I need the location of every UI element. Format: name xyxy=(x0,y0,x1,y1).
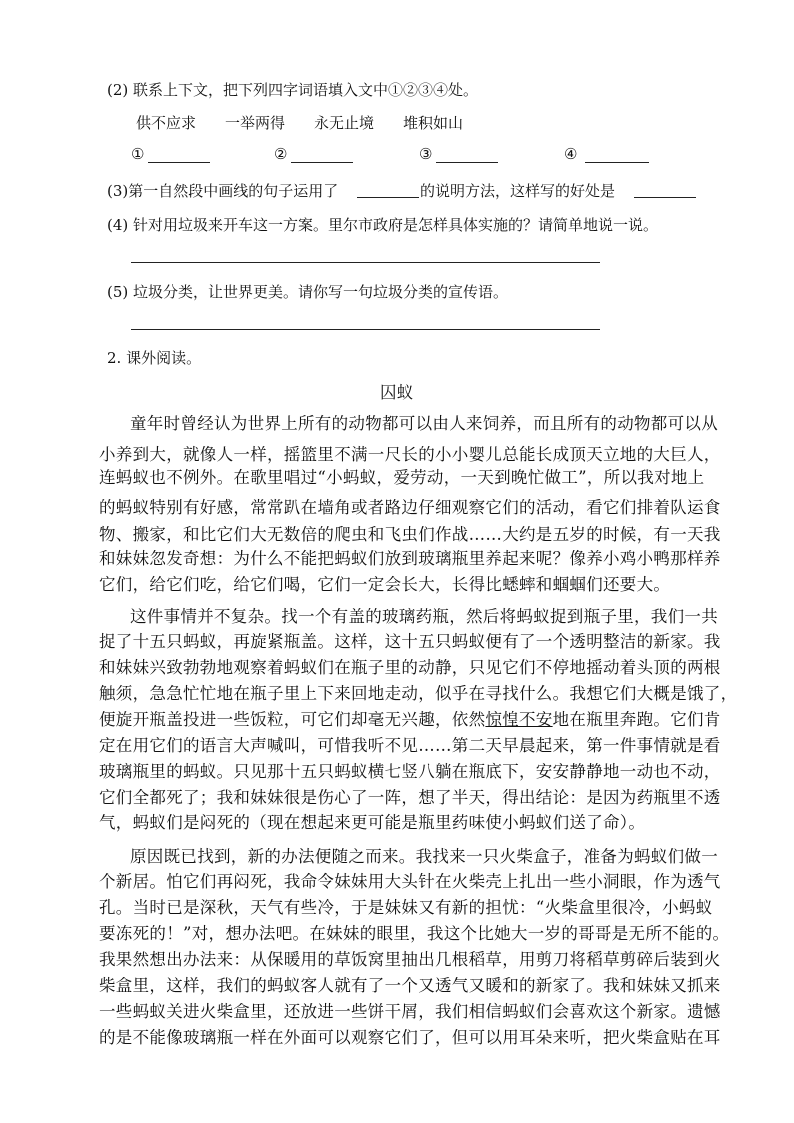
word-1: 供不应求 xyxy=(136,114,197,132)
section-2-heading: 2. 课外阅读。 xyxy=(107,349,202,367)
question-4-answer-line[interactable] xyxy=(131,262,600,263)
article-line: 要冻死的！”对，想办法吧。在妹妹的眼里，我这个比她大一岁的哥哥是无所不能的。 xyxy=(99,924,730,943)
article-line: 的蚂蚁特别有好感，常常趴在墙角或者路边仔细观察它们的活动，看它们排着队运食 xyxy=(99,498,721,517)
slot-3-blank[interactable] xyxy=(436,162,498,163)
question-3-blank-2[interactable] xyxy=(634,197,696,198)
question-3-text-b: 的说明方法，这样写的好处是 xyxy=(420,182,616,200)
question-4-label: (4) 针对用垃圾来开车这一方案。里尔市政府是怎样具体实施的？请简单地说一说。 xyxy=(107,216,659,234)
question-3-blank-1[interactable] xyxy=(357,197,419,198)
article-line: 小养到大，就像人一样，摇篮里不满一尺长的小小婴儿总能长成顶天立地的大巨人， xyxy=(99,445,721,464)
article-line: 连蚂蚁也不例外。在歌里唱过“小蚂蚁，爱劳动，一天到晚忙做工”，所以我对地上 xyxy=(99,468,705,487)
word-4: 堆积如山 xyxy=(403,114,464,132)
question-2-label: (2) 联系上下文，把下列四字词语填入文中①②③④处。 xyxy=(107,81,479,99)
article-line: 物、搬家，和比它们大无数倍的爬虫和飞虫们作战……大约是五岁的时候，有一天我 xyxy=(99,525,721,544)
word-2: 一举两得 xyxy=(225,114,286,132)
slot-4-blank[interactable] xyxy=(585,162,649,163)
article-line: 原因既已找到，新的办法便随之而来。我找来一只火柴盒子，准备为蚂蚁们做一 xyxy=(130,847,718,866)
article-line: 这件事情并不复杂。找一个有盖的玻璃药瓶，然后将蚂蚁捉到瓶子里，我们一共 xyxy=(130,607,718,626)
underlined-word: 惊惶不安 xyxy=(485,710,553,729)
article-line-with-underline xyxy=(99,706,721,730)
article-line: 一些蚂蚁关进火柴盒里，还放进一些饼干屑，我们相信蚂蚁们会喜欢这个新家。遗憾 xyxy=(99,1002,721,1021)
article-line: 柴盒里，这样，我们的蚂蚁客人就有了一个又透气又暖和的新家了。我和妹妹又抓来 xyxy=(99,976,721,995)
article-line-part: 便旋开瓶盖投进一些饭粒，可它们却毫无兴趣，依然 xyxy=(99,710,486,729)
article-line: 孔。当时已是深秋，天气有些冷，于是妹妹又有新的担忧：“火柴盒里很冷，小蚂蚁 xyxy=(99,898,713,917)
article-line: 童年时曾经认为世界上所有的动物都可以由人来饲养，而且所有的动物都可以从 xyxy=(130,414,718,433)
article-line: 我果然想出办法来：从保暖用的草饭窝里抽出几根稻草，用剪刀将稻草剪碎后装到火 xyxy=(99,950,721,969)
question-5-answer-line[interactable] xyxy=(131,329,600,330)
article-line: 触须，急急忙忙地在瓶子里上下来回地走动，似乎在寻找什么。我想它们大概是饿了， xyxy=(99,684,738,703)
article-line: 它们全都死了；我和妹妹很是伤心了一阵，想了半天，得出结论：是因为药瓶里不透 xyxy=(99,788,721,807)
article-line: 定在用它们的语言大声喊叫，可惜我听不见……第二天早晨起来，第一件事情就是看 xyxy=(99,736,721,755)
article-line: 玻璃瓶里的蚂蚁。只见那十五只蚂蚁横七竖八躺在瓶底下，安安静静地一动也不动， xyxy=(99,762,721,781)
slot-2-blank[interactable] xyxy=(291,162,353,163)
slot-1-marker: ① xyxy=(131,145,145,163)
article-line: 个新居。怕它们再闷死，我命令妹妹用大头针在火柴壳上扎出一些小洞眼，作为透气 xyxy=(99,872,721,891)
article-line: 的是不能像玻璃瓶一样在外面可以观察它们了，但可以用耳朵来听，把火柴盒贴在耳 xyxy=(99,1028,721,1047)
article-line: 它们，给它们吃，给它们喝，它们一定会长大，长得比蟋蟀和蝈蝈们还要大。 xyxy=(99,575,671,594)
slot-4-marker: ④ xyxy=(564,145,578,163)
question-3-text-a: (3)第一自然段中画线的句子运用了 xyxy=(107,182,339,200)
article-line: 和妹妹忽发奇想：为什么不能把蚂蚁们放到玻璃瓶里养起来呢？像养小鸡小鸭那样养 xyxy=(99,549,721,568)
article-line: 气，蚂蚁们是闷死的（现在想起来更可能是瓶里药味使小蚂蚁们送了命）。 xyxy=(99,813,646,832)
slot-3-marker: ③ xyxy=(419,145,433,163)
slot-2-marker: ② xyxy=(274,145,288,163)
article-line-part: 地在瓶里奔跑。它们肯 xyxy=(552,710,721,729)
article-line: 捉了十五只蚂蚁，再旋紧瓶盖。这样，这十五只蚂蚁便有了一个透明整洁的新家。我 xyxy=(99,632,721,651)
slot-1-blank[interactable] xyxy=(148,162,210,163)
word-3: 永无止境 xyxy=(314,114,375,132)
article-title: 囚蚁 xyxy=(380,383,414,402)
article-line: 和妹妹兴致勃勃地观察着蚂蚁们在瓶子里的动静，只见它们不停地摇动着头顶的两根 xyxy=(99,658,721,677)
question-5-label: (5) 垃圾分类，让世界更美。请你写一句垃圾分类的宣传语。 xyxy=(107,283,509,301)
